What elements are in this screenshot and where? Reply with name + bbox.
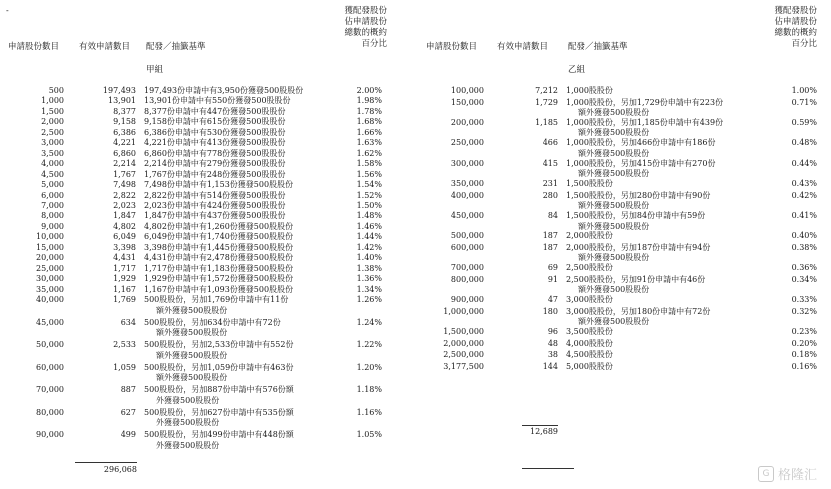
pct-cell: 1.26% [356,295,382,304]
shares-cell: 3,500 [41,148,64,158]
apps-cell: 4,431 [113,253,136,263]
basis-line: 外獲發500股股份 [156,440,220,450]
pct-cell: 0.33% [791,295,817,305]
basis-line: 額外獲發500股股份 [578,108,650,117]
shares-cell: 45,000 [36,317,64,327]
shares-cell: 15,000 [36,242,64,252]
basis-line: 7,498份申請中有1,153份獲發500股股份 [144,180,294,190]
apps-cell: 2,822 [113,190,136,200]
apps-cell: 180 [542,306,558,316]
shares-cell: 7,000 [41,200,64,210]
pct-cell: 1.52% [356,190,382,200]
basis-cell [144,243,344,254]
basis-line: 1,767份申請中有248份獲發500股股份 [144,169,286,179]
header-shares-left: 申請股份數目 [8,42,60,52]
apps-cell: 13,901 [108,96,136,106]
basis-cell [566,231,766,242]
basis-cell [144,285,344,296]
header-pct-line: 百分比 [791,39,817,49]
shares-cell: 50,000 [36,340,64,349]
basis-line: 2,000股股份 [566,231,613,241]
shares-cell: 8,000 [41,211,64,221]
apps-cell: 634 [120,317,136,327]
apps-cell: 1,167 [113,284,136,294]
apps-cell: 499 [120,430,136,439]
basis-cell [566,243,766,264]
apps-cell: 2,214 [113,159,136,169]
shares-cell: 150,000 [450,97,484,107]
pct-cell: 2.00% [356,86,382,95]
basis-line: 1,500股股份 [566,179,613,189]
pct-cell: 1.68% [356,117,382,127]
basis-cell [566,350,766,361]
basis-line: 1,717份申請中有1,183份獲發500股股份 [144,263,294,273]
basis-line: 8,377份申請中有447份獲發500股股份 [144,106,286,116]
pct-cell: 1.05% [356,430,382,439]
basis-line: 外獲發500股股份 [156,418,220,427]
header-pct-line: 獲配發股份 [344,6,387,16]
basis-line: 500股股份，另加1,059份申請中有463份 [144,362,294,372]
basis-line: 1,500股股份，另加84份申請中有59份 [566,211,706,220]
apps-cell: 84 [547,211,558,220]
apps-cell: 6,860 [113,148,136,158]
basis-cell [566,362,766,373]
pct-cell: 1.78% [356,106,382,116]
shares-cell: 20,000 [36,253,64,263]
header-pct-line: 百分比 [361,39,387,49]
shares-cell: 100,000 [450,86,484,95]
basis-line: 2,000股股份，另加187份申請中有94份 [566,242,711,252]
pct-cell: 0.34% [791,274,817,284]
basis-cell [566,118,766,139]
basis-line: 額外獲發500股股份 [156,373,228,382]
shares-cell: 4,500 [41,169,64,179]
shares-cell: 10,000 [36,232,64,242]
pct-cell: 0.42% [791,190,817,200]
basis-line: 額外獲發500股股份 [156,328,228,337]
shares-cell: 200,000 [450,117,484,127]
header-shares-right: 申請股份數目 [426,42,478,52]
basis-cell [144,159,344,170]
apps-cell: 887 [120,385,136,394]
basis-line: 3,398份申請中有1,445份獲發500股股份 [144,242,294,252]
apps-cell: 231 [542,179,558,189]
basis-cell [144,253,344,264]
basis-cell [566,86,766,97]
apps-cell: 197,493 [102,86,136,95]
basis-line: 額外獲發500股股份 [578,317,650,327]
shares-cell: 800,000 [450,274,484,284]
basis-cell [144,170,344,181]
basis-line: 額外獲發500股股份 [578,253,650,263]
basis-line: 1,929份申請中有1,572份獲發500股股份 [144,274,294,284]
basis-cell [144,180,344,191]
basis-line: 額外獲發500股股份 [156,350,228,360]
apps-cell: 96 [547,327,558,337]
total-b: 12,689 [530,427,558,436]
apps-cell: 7,498 [113,180,136,190]
apps-cell: 3,398 [113,242,136,252]
basis-line: 4,221份申請中有413份獲發500股股份 [144,138,286,148]
header-apps-right: 有效申請數目 [497,42,549,52]
pct-cell: 1.48% [356,211,382,221]
shares-cell: 9,000 [41,221,64,231]
pct-cell: 1.46% [356,221,382,231]
basis-cell [144,430,344,451]
basis-cell [566,159,766,180]
pct-cell: 1.58% [356,159,382,169]
pct-cell: 0.36% [791,263,817,273]
basis-line: 500股股份，另加2,533份申請中有552份 [144,340,294,349]
pct-cell: 1.16% [356,407,382,417]
apps-cell: 415 [542,158,558,168]
pct-cell: 1.34% [356,284,382,294]
basis-cell [144,385,344,406]
total-rule-b [522,425,558,426]
basis-cell [566,327,766,338]
shares-cell: 1,000,000 [443,306,484,316]
apps-cell: 1,847 [113,211,136,221]
header-pct-line: 獲配發股份 [774,6,817,16]
basis-line: 1,167份申請中有1,093份獲發500股股份 [144,284,294,294]
basis-line: 額外獲發500股股份 [578,221,650,231]
shares-cell: 2,000 [41,117,64,127]
basis-line: 2,500股股份，另加91份申請中有46份 [566,274,706,284]
basis-line: 6,049份申請中有1,740份獲發500股股份 [144,232,294,242]
group-a-title: 甲組 [146,65,164,75]
total-rule-a [75,462,137,463]
basis-cell [144,138,344,149]
pct-cell: 0.59% [791,117,817,127]
apps-cell: 6,386 [113,127,136,137]
shares-cell: 450,000 [450,211,484,220]
pct-cell: 1.40% [356,253,382,263]
shares-cell: 40,000 [36,295,64,304]
pct-cell: 1.36% [356,274,382,284]
header-pct-line: 佔申請股份 [344,17,387,27]
pct-cell: 1.62% [356,148,382,158]
basis-line: 1,000股股份，另加1,185份申請中有439份 [566,117,724,127]
pct-cell: 1.50% [356,200,382,210]
basis-line: 額外獲發500股股份 [578,148,650,158]
basis-cell [144,274,344,285]
shares-cell: 35,000 [36,284,64,294]
shares-cell: 900,000 [450,295,484,305]
basis-cell [144,149,344,160]
pct-cell: 0.71% [791,97,817,107]
pct-cell: 1.22% [356,340,382,349]
basis-line: 500股股份，另加634份申請中有72份 [144,317,281,327]
shares-cell: 25,000 [36,263,64,273]
header-pct-line: 總數的概約 [774,28,817,38]
total-a: 296,068 [103,465,137,474]
pct-cell: 0.38% [791,242,817,252]
basis-cell [566,179,766,190]
basis-line: 1,000股股份，另加466份申請中有186份 [566,138,716,148]
apps-cell: 47 [547,295,558,305]
apps-cell: 38 [547,350,558,360]
basis-cell [144,86,344,97]
basis-line: 500股股份，另加627份申請中有535份額 [144,407,294,417]
apps-cell: 91 [547,274,558,284]
basis-line: 197,493份申請中有3,950份獲發500股股份 [144,86,304,95]
shares-cell: 700,000 [450,263,484,273]
basis-line: 2,214份申請中有279份獲發500股股份 [144,159,286,169]
apps-cell: 187 [542,242,558,252]
apps-cell: 69 [547,263,558,273]
basis-cell [566,138,766,159]
pct-cell: 0.16% [791,361,817,371]
shares-cell: 250,000 [450,138,484,148]
basis-cell [566,295,766,306]
basis-line: 額外獲發500股股份 [578,285,650,295]
apps-cell: 8,377 [113,106,136,116]
shares-cell: 2,500,000 [443,350,484,360]
header-pct-left [335,6,387,50]
basis-cell [566,275,766,296]
basis-line: 9,158份申請中有615份獲發500股股份 [144,117,286,127]
pct-cell: 1.54% [356,180,382,190]
basis-line: 3,500股股份 [566,327,613,337]
pct-cell: 1.56% [356,169,382,179]
header-basis-left: 配發／抽籤基準 [146,42,206,52]
apps-cell: 1,767 [113,169,136,179]
basis-cell [144,222,344,233]
shares-cell: 90,000 [36,430,64,439]
shares-cell: 400,000 [450,190,484,200]
pct-cell: 1.42% [356,242,382,252]
basis-line: 額外獲發500股股份 [156,305,228,315]
apps-cell: 1,717 [113,263,136,273]
apps-cell: 280 [542,190,558,200]
basis-line: 6,860份申請中有778份獲發500股股份 [144,148,286,158]
shares-cell: 3,177,500 [443,361,484,371]
apps-cell: 6,049 [113,232,136,242]
shares-cell: 3,000 [41,138,64,148]
apps-cell: 144 [542,361,558,371]
pct-cell: 1.63% [356,138,382,148]
shares-cell: 30,000 [36,274,64,284]
basis-cell [144,201,344,212]
header-pct-line: 總數的概約 [344,28,387,38]
basis-line: 4,500股股份 [566,350,613,360]
shares-cell: 350,000 [450,179,484,189]
basis-cell [144,363,344,384]
basis-line: 額外獲發500股股份 [578,201,650,211]
shares-cell: 6,000 [41,190,64,200]
basis-line: 13,901份申請中有550份獲發500股股份 [144,96,291,106]
shares-cell: 300,000 [450,158,484,168]
basis-line: 4,000股股份 [566,338,613,348]
basis-line: 1,000股股份，另加1,729份申請中有223份 [566,97,724,107]
shares-cell: 500 [48,86,64,95]
shares-cell: 600,000 [450,242,484,252]
apps-cell: 466 [542,138,558,148]
pct-cell: 0.48% [791,138,817,148]
basis-cell [566,307,766,328]
pct-cell: 1.18% [356,385,382,394]
apps-cell: 1,185 [535,117,558,127]
basis-cell [144,96,344,107]
basis-cell [144,128,344,139]
group-b-title: 乙組 [568,65,586,75]
basis-line: 500股股份，另加887份申請中有576份額 [144,385,294,394]
header-basis-right: 配發／抽籤基準 [568,42,628,52]
shares-cell: 60,000 [36,362,64,372]
header-pct-line: 佔申請股份 [774,17,817,27]
basis-line: 1,000股股份，另加415份申請中有270份 [566,158,716,168]
apps-cell: 7,212 [535,86,558,95]
corner-mark: - [6,6,9,15]
pct-cell: 0.23% [791,327,817,337]
apps-cell: 2,533 [113,340,136,349]
basis-cell [566,98,766,119]
pct-cell: 0.18% [791,350,817,360]
total-rule-b-bottom [522,468,574,469]
basis-cell [144,117,344,128]
basis-cell [144,107,344,118]
shares-cell: 2,500 [41,127,64,137]
basis-line: 500股股份，另加1,769份申請中有11份 [144,295,289,304]
header-apps-left: 有效申請數目 [79,42,131,52]
shares-cell: 4,000 [41,159,64,169]
basis-line: 2,822份申請中有514份獲發500股股份 [144,190,286,200]
apps-cell: 48 [547,338,558,348]
shares-cell: 1,500,000 [443,327,484,337]
basis-cell [144,340,344,361]
basis-line: 額外獲發500股股份 [578,128,650,138]
apps-cell: 4,802 [113,221,136,231]
pct-cell: 1.66% [356,127,382,137]
apps-cell: 1,769 [113,295,136,304]
shares-cell: 1,000 [41,96,64,106]
shares-cell: 2,000,000 [443,338,484,348]
basis-cell [144,191,344,202]
pct-cell: 0.41% [791,211,817,220]
basis-cell [566,191,766,212]
apps-cell: 2,023 [113,200,136,210]
logo-box-icon: G [758,466,774,482]
apps-cell: 4,221 [113,138,136,148]
apps-cell: 1,059 [113,362,136,372]
basis-cell [144,264,344,275]
basis-line: 3,000股股份 [566,295,613,305]
apps-cell: 627 [120,407,136,417]
basis-cell [144,232,344,243]
basis-cell [566,211,766,232]
pct-cell: 1.38% [356,263,382,273]
basis-line: 3,000股股份，另加180份申請中有72份 [566,306,711,316]
pct-cell: 0.40% [791,231,817,241]
pct-cell: 1.98% [356,96,382,106]
basis-cell [566,263,766,274]
pct-cell: 0.20% [791,338,817,348]
pct-cell: 0.44% [791,158,817,168]
basis-cell [144,211,344,222]
basis-line: 1,500股股份，另加280份申請中有90份 [566,190,711,200]
watermark-text: 格隆汇 [777,468,817,483]
apps-cell: 9,158 [113,117,136,127]
basis-line: 500股股份，另加499份申請中有448份額 [144,430,294,439]
basis-line: 2,500股股份 [566,263,613,273]
basis-line: 4,431份申請中有2,478份獲發500股股份 [144,253,294,263]
basis-line: 6,386份申請中有530份獲發500股股份 [144,127,286,137]
basis-cell [566,339,766,350]
shares-cell: 80,000 [36,407,64,417]
pct-cell: 1.44% [356,232,382,242]
pct-cell: 0.32% [791,306,817,316]
pct-cell: 1.24% [356,317,382,327]
apps-cell: 1,929 [113,274,136,284]
basis-cell [144,295,344,316]
shares-cell: 1,500 [41,106,64,116]
apps-cell: 187 [542,231,558,241]
shares-cell: 5,000 [41,180,64,190]
basis-line: 5,000股股份 [566,361,613,371]
basis-line: 2,023份申請中有424份獲發500股股份 [144,200,286,210]
basis-line: 外獲發500股股份 [156,395,220,405]
pct-cell: 1.00% [791,86,817,95]
pct-cell: 1.20% [356,362,382,372]
basis-line: 1,847份申請中有437份獲發500股股份 [144,211,286,221]
basis-cell [144,408,344,429]
watermark [758,464,817,483]
shares-cell: 500,000 [450,231,484,241]
basis-cell [144,318,344,339]
shares-cell: 70,000 [36,385,64,394]
header-pct-right [765,6,817,50]
pct-cell: 0.43% [791,179,817,189]
basis-line: 4,802份申請中有1,260份獲發500股股份 [144,221,294,231]
apps-cell: 1,729 [535,97,558,107]
basis-line: 額外獲發500股股份 [578,169,650,179]
basis-line: 1,000股股份 [566,86,613,95]
